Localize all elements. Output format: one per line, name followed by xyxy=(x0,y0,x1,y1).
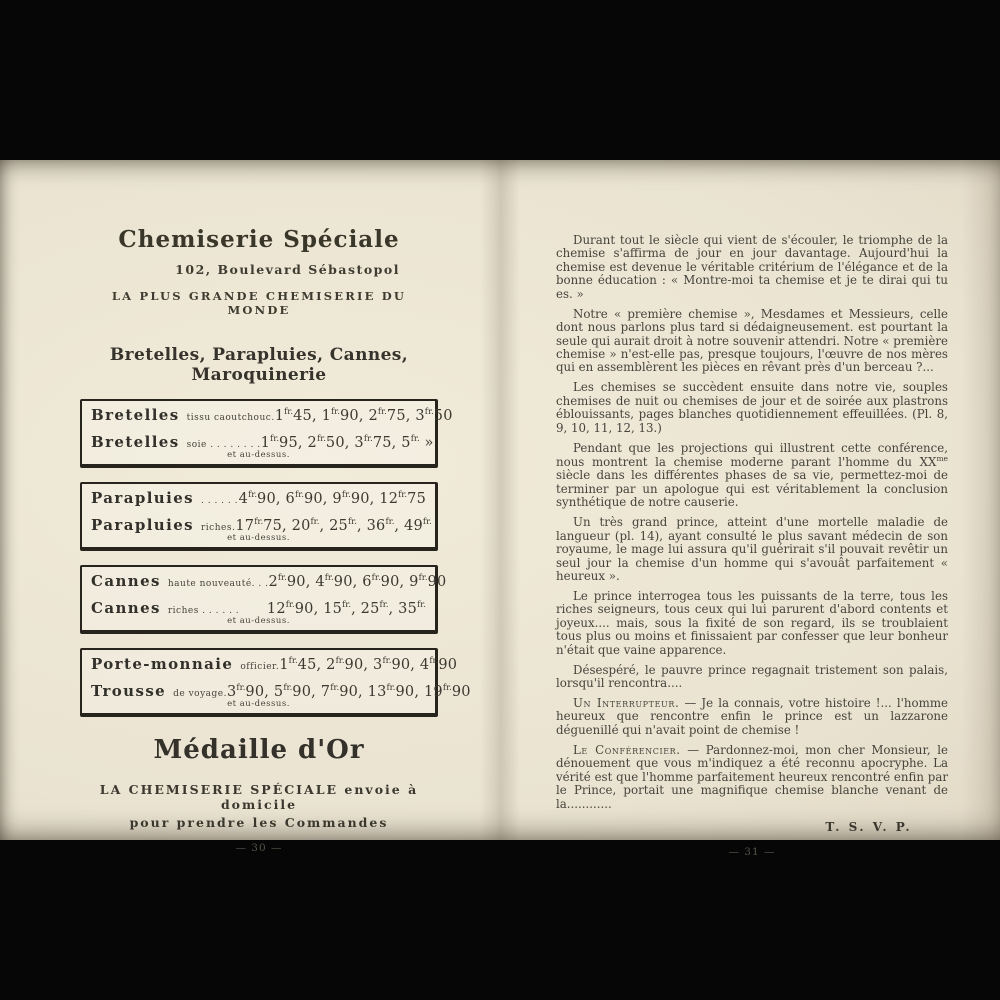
product-prices: $4^{fr.}90$, $6^{fr.}90$, $9^{fr.}90$, $12^{fr.}75$ xyxy=(238,490,426,507)
ad-subtitle: LA PLUS GRANDE CHEMISERIE DU MONDE xyxy=(111,289,407,317)
product-name: Cannes xyxy=(91,572,161,590)
page-number-right: — 31 — xyxy=(728,845,776,858)
price-row xyxy=(91,572,447,590)
paragraph: Le prince interrogea tous les puissants de la terre, tous les riches seigneurs, tous ceux qui lui parurent d'abord contents et joyeux.... mais, sous la fixité de son regard, ils se troublaient tous plus ou moins et finissaient par confesser que leur bonheur n'était que vaine apparence. xyxy=(556,588,948,657)
paragraphs-container xyxy=(556,234,948,811)
paragraph: Les chemises se succèdent ensuite dans notre vie, souples chemises de nuit ou chemises de jour et de soirée aux plastrons éblouissants, pages blanches quotidiennement effeuillées. (Pl. 8, 9, 10, 11, 12, 13.) xyxy=(556,380,948,435)
paragraph: Le Conférencier. — Pardonnez-moi, mon cher Monsieur, le dénouement que vous m'indiquez a été reconnu apocryphe. La vérité est que l'homme parfaitement heureux rencontré enfin par le Prince, portait une magnifique chemise blanche venant de la............ xyxy=(556,742,948,811)
product-prices: $1^{fr.}45$, $1^{fr.}90$, $2^{fr.}75$, $3^{fr.}50$ xyxy=(274,407,453,424)
product-qualifier: tissu caoutchouc. xyxy=(186,413,275,423)
price-row xyxy=(91,599,426,617)
speaker-lead: Le Conférencier. xyxy=(573,742,681,757)
price-row xyxy=(91,682,471,700)
product-qualifier: riches. xyxy=(201,523,236,533)
product-prices: $1^{fr.}95$, $2^{fr.}50$, $3^{fr.}75$, $5^{fr.}$ » xyxy=(260,434,434,451)
speaker-lead: Un Interrupteur. xyxy=(573,695,680,710)
product-name: Parapluies xyxy=(91,516,194,534)
product-name: Porte-monnaie xyxy=(91,655,234,673)
paragraph: Notre « première chemise », Mesdames et Messieurs, celle dont nous parlons plus tard si dédaigneusement. est pourtant la seule qui aurait droit à notre souvenir attendri. Notre « première chemise » n'est-elle pas, presque toujours, l'œuvre de nos mères qui en assemblèrent les pièces en rêvant près d'un berceau ?... xyxy=(556,306,948,375)
medal-title: Médaille d'Or xyxy=(153,735,365,765)
price-note: et au-dessus. xyxy=(227,450,290,460)
price-row xyxy=(91,655,458,673)
paragraph: Durant tout le siècle qui vient de s'écouler, le triomphe de la chemise s'affirma de jour en jour davantage. Aujourd'hui la chemise est devenue le véritable critérium de l'élégance et de la bonne éducation : « Montre-moi ta chemise et je te dirai qui tu es. » xyxy=(556,233,948,301)
product-qualifier: officier. xyxy=(240,662,280,672)
ad-address: 102, Boulevard Sébastopol xyxy=(175,262,400,277)
ad-footer-line2: pour prendre les Commandes xyxy=(129,815,389,830)
price-row xyxy=(91,489,426,507)
ad-title: Chemiserie Spéciale xyxy=(118,226,400,253)
tsvp-note: T. S. V. P. xyxy=(825,819,912,834)
product-qualifier: de voyage. xyxy=(173,689,227,699)
page-right-text xyxy=(500,160,1000,858)
price-row xyxy=(91,433,434,451)
squiggle-divider xyxy=(96,592,421,598)
price-boxes-container xyxy=(80,399,471,717)
squiggle-divider xyxy=(96,509,421,515)
paragraph: Désespéré, le pauvre prince regagnait tristement son palais, lorsqu'il rencontra.... xyxy=(556,662,948,691)
price-box xyxy=(80,399,453,468)
price-note: et au-dessus. xyxy=(227,533,290,543)
price-box xyxy=(80,565,447,634)
product-prices: $12^{fr.}90$, $15^{fr.}$, $25^{fr.}$, $35^{fr.}$ xyxy=(266,600,426,617)
product-name: Bretelles xyxy=(91,433,180,451)
squiggle-divider xyxy=(179,766,339,772)
squiggle-divider xyxy=(96,675,421,681)
price-row xyxy=(91,406,453,424)
product-name: Cannes xyxy=(91,599,161,617)
paragraph: Pendant que les projections qui illustrent cette conférence, nous montrent la chemise moderne parant l'homme du $XX^{me}$ siècle dans les différentes phases de sa vie, permettez-moi de terminer par un apologue qui est véritablement la conclusion synthétique de notre causerie. xyxy=(556,440,948,510)
squiggle-divider xyxy=(213,327,305,333)
price-box xyxy=(80,482,438,551)
ad-categories-line: Bretelles, Parapluies, Cannes, Maroquinerie xyxy=(109,345,409,385)
price-note: et au-dessus. xyxy=(227,699,290,709)
book-spread xyxy=(0,160,1000,858)
page-left-advertisement xyxy=(0,160,500,854)
price-row xyxy=(91,516,432,534)
product-name: Trousse xyxy=(91,682,167,700)
ad-footer-line1: LA CHEMISERIE SPÉCIALE envoie à domicile xyxy=(99,782,419,812)
product-prices: $2^{fr.}90$, $4^{fr.}90$, $6^{fr.}90$, $9^{fr.}90$ xyxy=(268,573,447,590)
product-prices: $3^{fr.}90$, $5^{fr.}90$, $7^{fr.}90$, $13^{fr.}90$, $19^{fr.}90$ xyxy=(226,683,471,700)
product-prices: $17^{fr.}75$, $20^{fr.}$, $25^{fr.}$, $36^{fr.}$, $49^{fr.}$ xyxy=(235,517,432,534)
price-note: et au-dessus. xyxy=(227,616,290,626)
price-box xyxy=(80,648,471,717)
page-number-left: — 30 — xyxy=(235,842,283,854)
product-qualifier: soie . . . . . . . . xyxy=(186,440,261,450)
paragraph: Un Interrupteur. — Je la connais, votre histoire !... l'homme heureux que rencontre enfin le prince est un lazzarone déguenillé qui n'avait point de chemise ! xyxy=(556,695,948,737)
product-qualifier: . . . . . . xyxy=(201,496,238,506)
squiggle-divider xyxy=(96,426,421,432)
product-qualifier: haute nouveauté. . . xyxy=(167,579,269,589)
product-qualifier: riches . . . . . . xyxy=(167,606,240,616)
paragraph: Un très grand prince, atteint d'une mortelle maladie de langueur (pl. 14), ayant consulté le plus savant médecin de son royaume, le mage lui assura qu'il guérirait s'il pouvait revêtir un seul jour la chemise d'un homme qui s'avouât parfaitement « heureux ». xyxy=(556,515,948,583)
product-name: Parapluies xyxy=(91,489,194,507)
product-prices: $1^{fr.}45$, $2^{fr.}90$, $3^{fr.}90$, $4^{fr.}90$ xyxy=(279,656,458,673)
product-name: Bretelles xyxy=(91,406,180,424)
